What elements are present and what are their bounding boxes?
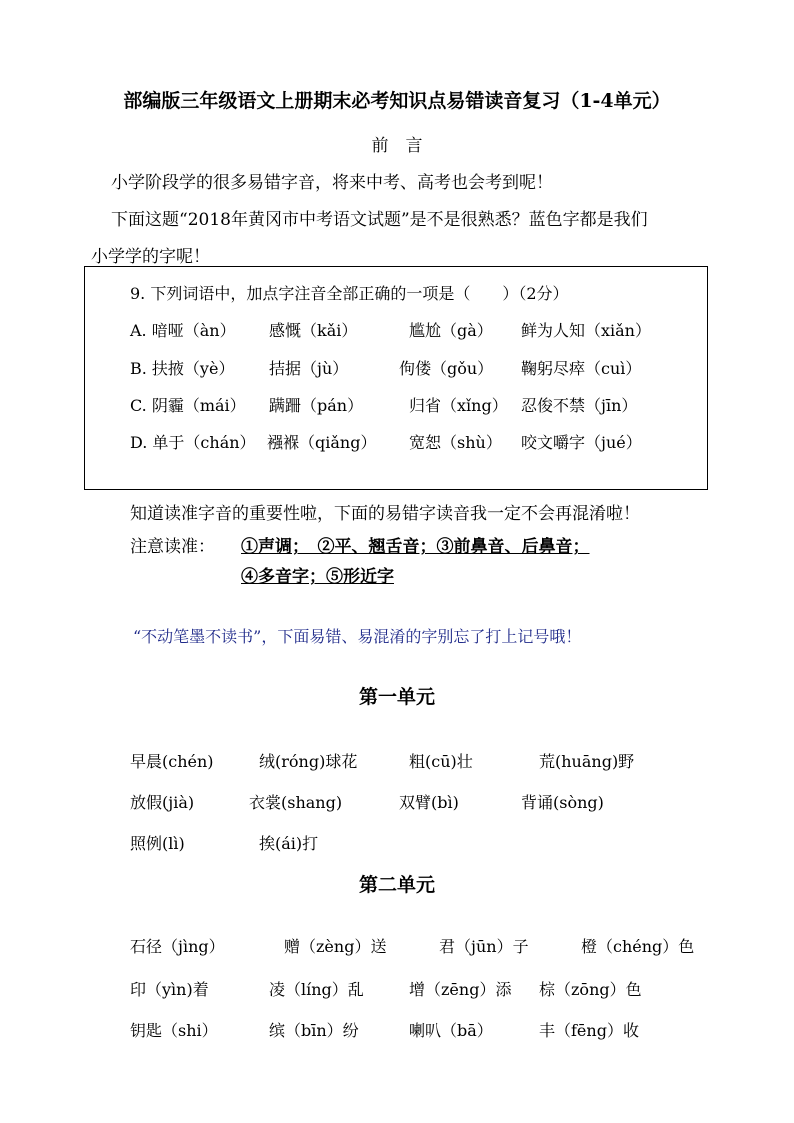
option-b-2: 拮据（jù）: [269, 359, 349, 378]
option-a-4: 鲜为人知（xiǎn）: [521, 321, 651, 340]
option-c-2: 蹒跚（pán）: [269, 396, 364, 415]
unit-2-word: 凌（líng）乱: [269, 980, 364, 999]
option-c-1: C. 阴霾（mái）: [130, 396, 246, 415]
option-a-2: 感慨（kǎi）: [269, 321, 358, 340]
intro-line-3: 小学学的字呢！: [91, 247, 210, 267]
unit-1-word: 早晨(chén): [130, 752, 214, 771]
option-d-4: 咬文嚼字（jué）: [521, 433, 642, 452]
unit-1-heading: 第一单元: [358, 686, 435, 708]
option-d-2: 襁褓（qiǎng）: [267, 433, 377, 452]
foreword-heading: 前 言: [371, 136, 423, 156]
unit-2-word: 印（yìn)着: [130, 980, 209, 999]
option-a-3: 尴尬（gà）: [409, 321, 493, 340]
option-d-1: D. 单于（chán）: [130, 433, 256, 452]
option-d-3: 宽恕（shù）: [409, 433, 502, 452]
unit-1-word: 背诵(sòng): [521, 793, 604, 812]
unit-2-word: 棕（zōng）色: [539, 980, 642, 999]
unit-2-word: 丰（fēng）收: [539, 1021, 639, 1040]
page-title: 部编版三年级语文上册期末必考知识点易错读音复习（1-4单元）: [123, 90, 671, 112]
unit-2-word: 喇叭（bā）: [409, 1021, 493, 1040]
after-box-text: 知道读准字音的重要性啦，下面的易错字读音我一定不会再混淆啦！: [130, 504, 640, 524]
option-a-1: A. 喑哑（àn）: [130, 321, 236, 340]
intro-line-1: 小学阶段学的很多易错字音，将来中考、高考也会考到呢！: [111, 173, 553, 193]
intro-line-2: 下面这题“2018年黄冈市中考语文试题”是不是很熟悉？蓝色字都是我们: [111, 210, 648, 230]
unit-1-word: 照例(lì): [130, 834, 185, 853]
option-b-1: B. 扶掖（yè）: [130, 359, 235, 378]
unit-2-word: 赠（zèng）送: [284, 937, 387, 956]
unit-2-word: 橙（chéng）色: [581, 937, 695, 956]
unit-1-word: 衣裳(shang): [249, 793, 343, 812]
unit-2-word: 君（jūn）子: [439, 937, 529, 956]
reminder-text: “不动笔墨不读书”，下面易错、易混淆的字别忘了打上记号哦！: [133, 627, 582, 646]
unit-2-word: 增（zēng）添: [409, 980, 512, 999]
unit-2-word: 缤（bīn）纷: [269, 1021, 359, 1040]
unit-1-word: 荒(huāng)野: [539, 752, 635, 771]
option-b-4: 鞠躬尽瘁（cuì）: [521, 359, 642, 378]
notice-line-1: ①声调； ②平、翘舌音；③前鼻音、后鼻音；: [241, 537, 590, 557]
option-c-3: 归省（xǐng）: [409, 396, 508, 415]
option-c-4: 忍俊不禁（jīn）: [521, 396, 638, 415]
unit-2-heading: 第二单元: [358, 874, 435, 896]
unit-1-word: 放假(jià): [130, 793, 195, 812]
unit-2-word: 石径（jìng）: [130, 937, 225, 956]
question-stem: 9. 下列词语中，加点字注音全部正确的一项是（ ）（2分）: [130, 284, 569, 303]
unit-1-word: 粗(cū)壮: [409, 752, 473, 771]
unit-1-word: 挨(ái)打: [259, 834, 319, 853]
notice-line-2: ④多音字；⑤形近字: [241, 567, 394, 587]
notice-label: 注意读准：: [130, 537, 215, 557]
unit-1-word: 绒(róng)球花: [259, 752, 358, 771]
unit-1-word: 双臂(bì): [399, 793, 459, 812]
option-b-3: 佝偻（gǒu）: [399, 359, 494, 378]
unit-2-word: 钥匙（shi）: [130, 1021, 218, 1040]
